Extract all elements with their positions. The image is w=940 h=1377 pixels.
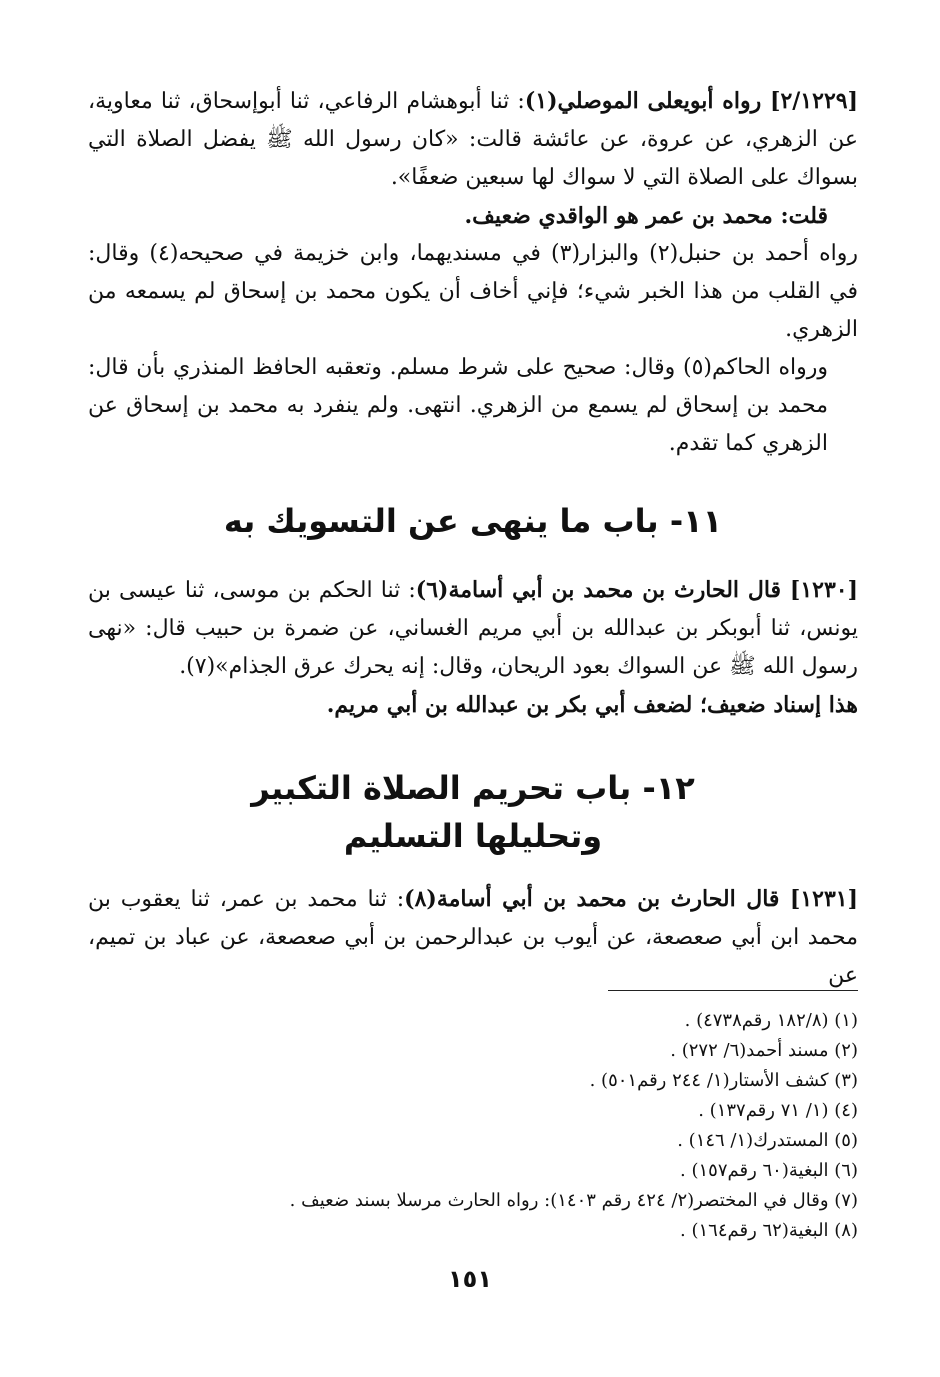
footnote-item: (٥) المستدرك(١/ ١٤٦) . [677,1130,858,1151]
hadith-1229-hakim: ورواه الحاكم(٥) وقال: صحيح على شرط مسلم. وتعقبه الحافظ المنذري بأن قال: محمد بن إسحاق لم يسمع من الزهري. انتهى. ولم ينفرد به محمد بن إسحاق عن الزهري كما تقدم. [88,355,828,456]
hadith-1229-takhrij: رواه أحمد بن حنبل(٢) والبزار(٣) في مسنديهما، وابن خزيمة في صحيحه(٤) وقال: في القلب من هذا الخبر شيء؛ فإني أخاف أن يكون محمد بن إسحاق لم يسمعه من الزهري. [88,241,858,342]
page-number: ١٥١ [448,1265,492,1293]
chapter-heading-12 [88,764,858,860]
page-body [88,82,858,995]
footnote-item: (٦) البغية(٦٠ رقم١٥٧) . [680,1160,858,1181]
footnote-item: (٤) (١/ ٧١ رقم١٣٧) . [698,1100,858,1121]
hadith-1229-text: : ثنا أبوهشام الرفاعي، ثنا أبوإسحاق، ثنا معاوية، عن الزهري، عن عروة، عن عائشة قالت: «كان رسول الله ﷺ يفضل الصلاة التي بسواك على الصلاة التي لا سواك لها سبعين ضعفًا». [88,89,858,190]
hadith-1230 [88,571,858,686]
chapter-heading-11: ١١- باب ما ينهى عن التسويك به [223,502,723,540]
hadith-1229-comment: قلت: محمد بن عمر هو الواقدي ضعيف. [464,203,828,229]
footnote-item: (١) (١٨٢/٨ رقم٤٧٣٨) . [684,1010,858,1031]
hadith-1231-lead: [١٢٣١] قال الحارث بن محمد بن أبي أسامة(٨) [404,886,859,912]
footnote-item: (٨) البغية(٦٢ رقم١٦٤) . [680,1220,858,1241]
hadith-1231 [88,880,858,995]
hadith-1229 [88,82,858,197]
footnote-separator [608,990,858,991]
footnotes-list [180,1006,858,1246]
footnote-item: (٣) كشف الأستار(١/ ٢٤٤ رقم٥٠١) . [589,1070,858,1091]
hadith-1230-text: : ثنا الحكم بن موسى، ثنا عيسى بن يونس، ثنا أبوبكر بن عبدالله بن أبي مريم الغساني، عن ضمرة بن حبيب قال: «نهى رسول الله ﷺ عن السواك بعود الريحان، وقال: إنه يحرك عرق الجذام»(٧). [88,578,858,679]
chapter-heading-12-line1: ١٢- باب تحريم الصلاة التكبير [251,769,695,807]
footnote-item: (٧) وقال في المختصر(٢/ ٤٢٤ رقم ١٤٠٣): رواه الحارث مرسلا بسند ضعيف . [289,1190,858,1211]
hadith-1229-lead: [٢/١٢٢٩] رواه أبويعلى الموصلي(١) [524,88,858,114]
hadith-1230-comment: هذا إسناد ضعيف؛ لضعف أبي بكر بن عبدالله بن أبي مريم. [326,692,858,718]
hadith-1230-lead: [١٢٣٠] قال الحارث بن محمد بن أبي أسامة(٦) [415,577,858,603]
chapter-heading-12-line2: وتحليلها التسليم [343,817,603,855]
hadith-1231-text: : ثنا محمد بن عمر، ثنا يعقوب بن محمد ابن أبي صعصعة، عن أيوب بن عبدالرحمن بن أبي صعصعة، عن عباد بن تميم، عن [88,887,858,988]
footnote-item: (٢) مسند أحمد(٦/ ٢٧٢) . [670,1040,858,1061]
